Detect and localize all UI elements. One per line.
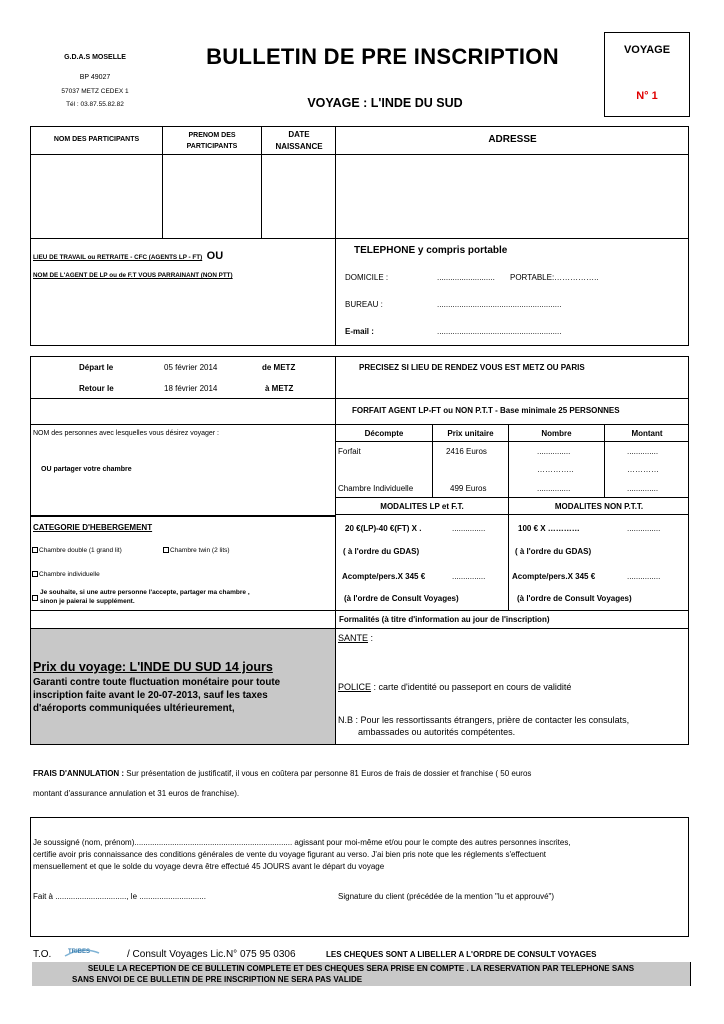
org-tel: Tél : 03.87.55.82.82 <box>66 101 124 108</box>
to-label: T.O. <box>33 949 52 960</box>
forfait-row-label: Forfait <box>338 447 361 456</box>
signature-label: Signature du client (précédée de la mention "lu et approuvé") <box>338 892 555 901</box>
email-field[interactable]: ........................................................ <box>437 327 562 336</box>
bureau-label: BUREAU : <box>345 300 383 309</box>
voyager-avec-label: NOM des personnes avec lesquelles vous désirez voyager : <box>33 430 219 437</box>
annulation-label: FRAIS D'ANNULATION : <box>33 769 125 778</box>
nb-line-1: N.B : Pour les ressortissants étrangers, prière de contacter les consulats, <box>338 715 630 725</box>
col-prix: Prix unitaire <box>447 429 494 438</box>
org-bp: BP 49027 <box>79 74 111 81</box>
org-city: 57037 METZ CEDEX 1 <box>61 88 129 95</box>
annulation-text-2: montant d'assurance annulation et 31 euros de franchise). <box>33 789 240 798</box>
chambre-indiv-row-nombre[interactable]: ............... <box>537 484 571 493</box>
partage-label: Je souhaite, si une autre personne l'accepte, partager ma chambre , sinon je paierai le supplément. <box>40 589 250 605</box>
voyage-number: N° 1 <box>636 90 658 102</box>
col-decompte: Décompte <box>364 429 404 438</box>
agent-parrain-label: NOM DE L'AGENT DE LP ou de F.T VOUS PARRAINANT (NON PTT) <box>33 272 233 279</box>
lp-amount: 20 €(LP)-40 €(FT) X . <box>345 524 422 533</box>
chambre-indiv-row-prix: 499 Euros <box>450 484 487 493</box>
nonptt-consult: (à l'ordre de Consult Voyages) <box>517 594 632 603</box>
lp-amount-field[interactable]: ............... <box>452 524 486 533</box>
nonptt-acompte: Acompte/pers.X 345 € <box>512 572 596 581</box>
footer-notice-2: SANS ENVOI DE CE BULLETIN DE PRE INSCRIPTION NE SERA PAS VALIDE <box>72 975 363 984</box>
forfait-row-montant[interactable]: .............. <box>627 447 659 456</box>
nonptt-acompte-field[interactable]: ............... <box>627 572 661 581</box>
col-nombre: Nombre <box>541 429 572 438</box>
depart-label: Départ le <box>79 363 114 372</box>
nb-line-2: ambassades ou autorités compétentes. <box>358 727 516 737</box>
chambre-double-checkbox[interactable] <box>32 547 38 553</box>
footer-notice-1: SEULE LA RECEPTION DE CE BULLETIN COMPLETE ET DES CHEQUES SERA PRISE EN COMPTE . LA RESERVATION PAR TELEPHONE SANS <box>87 964 635 973</box>
cheques-note: LES CHEQUES SONT A LIBELLER A L'ORDRE DE CONSULT VOYAGES <box>326 950 597 959</box>
lp-order: ( à l'ordre du GDAS) <box>343 547 420 556</box>
chambre-individuelle-label: Chambre individuelle <box>39 571 100 578</box>
page-title: BULLETIN DE PRE INSCRIPTION <box>206 44 559 69</box>
prix-title: Prix du voyage: L'INDE DU SUD 14 jours <box>33 660 273 674</box>
row2-nombre[interactable]: ………….. <box>537 465 574 474</box>
email-label: E-mail : <box>345 327 374 336</box>
fait-field[interactable]: Fait à ................................, le .............................. <box>33 892 206 901</box>
annulation-text: FRAIS D'ANNULATION : Sur présentation de justificatif, il vous en coûtera par personne 81 Euros de frais de dossier et franchise ( 50 euros <box>33 769 532 778</box>
declaration-text: Je soussigné (nom, prénom)....................................................................... agissant pour moi-même et/ou pour le compte des autres personnes inscrites, certifie avoir pris connaissance des conditions générales de vente du voyage figurant au verso. J'ai bien pris note que les réglements s'effectuent mensuellement et que le solde du voyage devra être effectué 45 JOURS avant le départ du voyage <box>33 838 571 871</box>
lieu-travail-label: LIEU DE TRAVAIL ou RETRAITE - CFC (AGENTS LP - FT) <box>33 254 203 261</box>
telephone-title: TELEPHONE y compris portable <box>354 245 508 256</box>
col-montant: Montant <box>631 429 663 438</box>
police-text: : carte d'identité ou passeport en cours de validité <box>371 682 572 692</box>
lieu-ou: OU <box>206 250 224 262</box>
lp-consult: (à l'ordre de Consult Voyages) <box>344 594 459 603</box>
retour-to: à METZ <box>265 384 294 393</box>
nonptt-amount-field[interactable]: ............... <box>627 524 661 533</box>
col-date: DATE NAISSANCE <box>275 130 323 151</box>
lp-acompte: Acompte/pers.X 345 € <box>342 572 426 581</box>
forfait-row-prix: 2416 Euros <box>446 447 487 456</box>
hebergement-title: CATEGORIE D'HEBERGEMENT <box>33 523 153 532</box>
bureau-field[interactable]: ........................................................ <box>437 300 562 309</box>
retour-label: Retour le <box>79 384 114 393</box>
col-nom: NOM DES PARTICIPANTS <box>53 136 140 143</box>
modalites-lp-title: MODALITES LP et F.T. <box>380 502 464 511</box>
chambre-double-label: Chambre double (1 grand lit) <box>39 547 122 554</box>
col-adresse: ADRESSE <box>488 134 537 145</box>
signature-box <box>30 817 689 937</box>
police-label: POLICE <box>338 682 372 692</box>
portable-field[interactable]: PORTABLE:…………….. <box>510 273 599 282</box>
rdv-note: PRECISEZ SI LIEU DE RENDEZ VOUS EST METZ OU PARIS <box>359 363 585 372</box>
depart-from: de METZ <box>262 363 296 372</box>
nonptt-amount: 100 € X ………… <box>518 524 580 533</box>
forfait-row-nombre[interactable]: ............... <box>537 447 571 456</box>
tribes-logo <box>63 944 101 960</box>
footer-notice <box>32 962 690 986</box>
depart-date: 05 février 2014 <box>164 363 218 372</box>
voyage-label: VOYAGE <box>623 44 671 56</box>
chambre-twin-checkbox[interactable] <box>163 547 169 553</box>
nonptt-order: ( à l'ordre du GDAS) <box>515 547 592 556</box>
chambre-twin-label: Chambre twin (2 lits) <box>170 547 230 554</box>
participants-box <box>30 126 689 346</box>
prix-description: Garanti contre toute fluctuation monétaire pour toute inscription faite avant le 20-07-2013, sauf les taxes d'aéroports communiquées ultérieurement, <box>33 677 281 714</box>
svg-text:TRIBES: TRIBES <box>68 949 91 955</box>
partage-checkbox[interactable] <box>32 595 38 601</box>
modalites-nonptt-title: MODALITES NON P.T.T. <box>554 502 644 511</box>
domicile-field[interactable]: .......................... <box>437 273 495 282</box>
col-prenom: PRENOM DES PARTICIPANTS <box>186 132 238 150</box>
partager-label: OU partager votre chambre <box>41 466 132 473</box>
retour-date: 18 février 2014 <box>164 384 218 393</box>
sante-label: SANTE <box>338 633 369 643</box>
formalites-title: Formalités (à titre d'information au jour de l'inscription) <box>339 615 550 624</box>
chambre-indiv-row-montant[interactable]: .............. <box>627 484 659 493</box>
org-name: G.D.A.S MOSELLE <box>64 54 126 61</box>
chambre-individuelle-checkbox[interactable] <box>32 571 38 577</box>
row2-montant[interactable]: ………… <box>627 465 659 474</box>
forfait-title: FORFAIT AGENT LP-FT ou NON P.T.T - Base minimale 25 PERSONNES <box>352 406 620 415</box>
page-subtitle: VOYAGE : L'INDE DU SUD <box>307 96 463 110</box>
domicile-label: DOMICILE : <box>345 273 389 282</box>
consult-licence: / Consult Voyages Lic.N° 075 95 0306 <box>127 949 296 960</box>
lp-acompte-field[interactable]: ............... <box>452 572 486 581</box>
chambre-indiv-row-label: Chambre Individuelle <box>338 484 414 493</box>
voyage-box <box>604 32 690 117</box>
